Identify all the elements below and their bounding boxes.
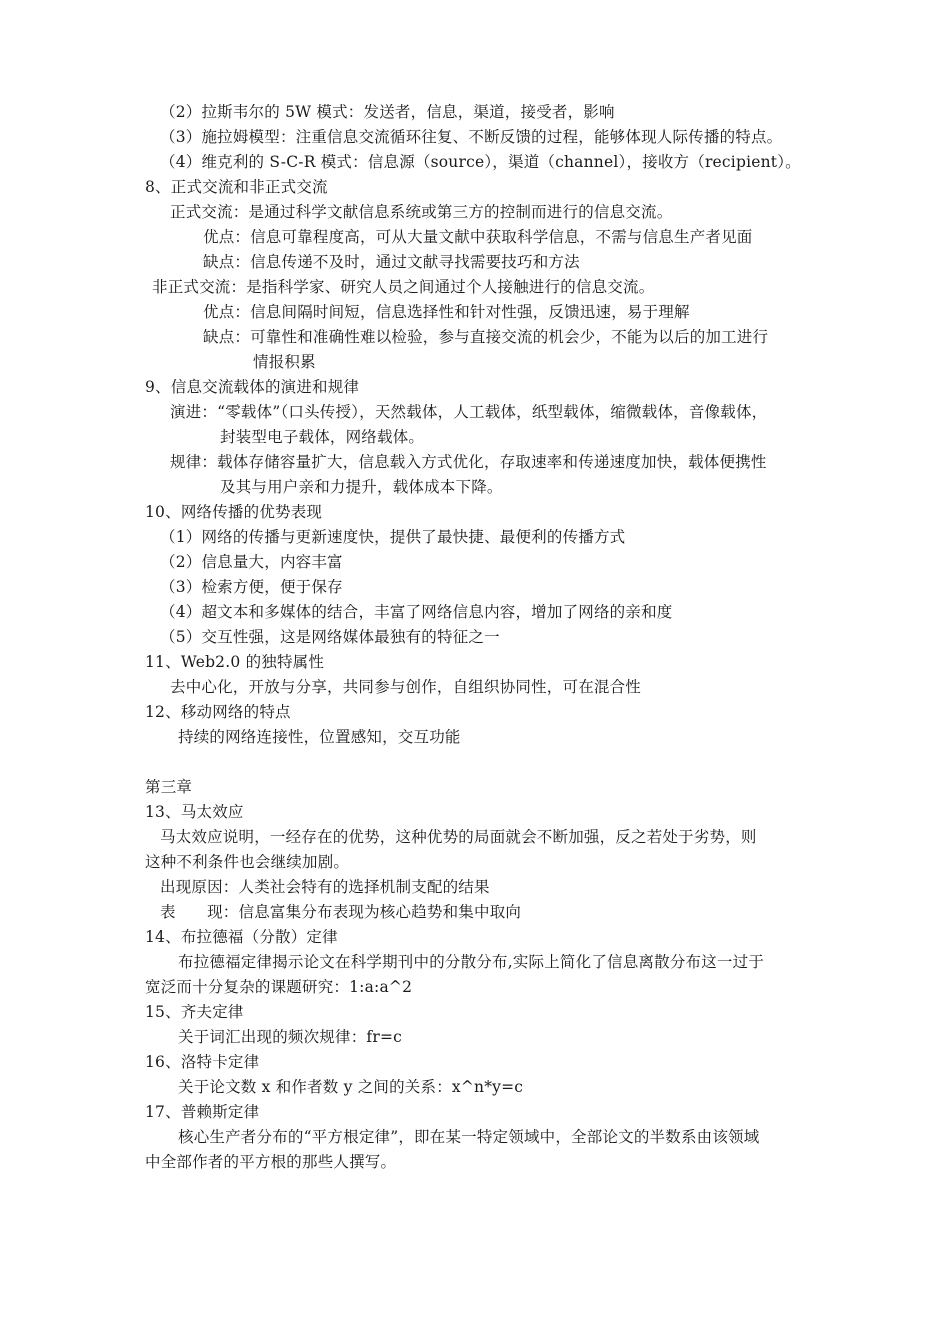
informal-pros: 优点：信息间隔时间短，信息选择性和针对性强，反馈迅速，易于理解 xyxy=(203,303,690,321)
formal-definition: 正式交流：是通过科学文献信息系统或第三方的控制而进行的信息交流。 xyxy=(170,203,673,221)
item12-body: 持续的网络连接性，位置感知，交互功能 xyxy=(178,728,461,746)
evolution-line: 演进：“零载体”（口头传授），天然载体，人工载体，纸型载体，缩微载体，音像载体， xyxy=(170,403,768,421)
list-item: （3）检索方便，便于保存 xyxy=(160,578,343,596)
item9-heading: 9、信息交流载体的演进和规律 xyxy=(145,378,360,396)
item13-body: 马太效应说明，一经存在的优势，这种优势的局面就会不断加强，反之若处于劣势，则 xyxy=(160,828,757,846)
item12-heading: 12、移动网络的特点 xyxy=(145,703,291,721)
item13-body-continued: 这种不利条件也会继续加剧。 xyxy=(145,853,350,871)
list-item: （5）交互性强，这是网络媒体最独有的特征之一 xyxy=(160,628,500,646)
chapter-title: 第三章 xyxy=(145,778,193,796)
item10-heading: 10、网络传播的优势表现 xyxy=(145,503,323,521)
item14-body-continued: 宽泛而十分复杂的课题研究：1:a:a^2 xyxy=(145,978,413,996)
model-schramm-line: （3）施拉姆模型：注重信息交流循环往复、不断反馈的过程，能够体现人际传播的特点。 xyxy=(160,128,783,146)
informal-cons: 缺点：可靠性和准确性难以检验，参与直接交流的机会少，不能为以后的加工进行 xyxy=(203,328,769,346)
list-item: （2）信息量大，内容丰富 xyxy=(160,553,343,571)
rule-continued: 及其与用户亲和力提升，载体成本下降。 xyxy=(220,478,503,496)
item17-body: 核心生产者分布的“平方根定律”，即在某一特定领域中，全部论文的半数系由该领域 xyxy=(178,1128,760,1146)
item16-body: 关于论文数 x 和作者数 y 之间的关系：x^n*y=c xyxy=(178,1078,524,1096)
item16-heading: 16、洛特卡定律 xyxy=(145,1053,260,1071)
item15-heading: 15、齐夫定律 xyxy=(145,1003,244,1021)
rule-line: 规律：载体存储容量扩大，信息载入方式优化，存取速率和传递速度加快，载体便携性 xyxy=(170,453,767,471)
list-item: （1）网络的传播与更新速度快，提供了最快捷、最便利的传播方式 xyxy=(160,528,626,546)
item14-body: 布拉德福定律揭示论文在科学期刊中的分散分布,实际上简化了信息离散分布这一过于 xyxy=(178,953,765,971)
model-scr-line: （4）维克利的 S-C-R 模式：信息源（source），渠道（channel），接收方（recipient）。 xyxy=(160,153,801,171)
item8-heading: 8、正式交流和非正式交流 xyxy=(145,178,328,196)
item17-heading: 17、普赖斯定律 xyxy=(145,1103,260,1121)
formal-cons: 缺点：信息传递不及时，通过文献寻找需要技巧和方法 xyxy=(203,253,580,271)
informal-definition: 非正式交流：是指科学家、研究人员之间通过个人接触进行的信息交流。 xyxy=(152,278,655,296)
formal-pros: 优点：信息可靠程度高，可从大量文献中获取科学信息，不需与信息生产者见面 xyxy=(203,228,753,246)
item13-manifestation: 表 现：信息富集分布表现为核心趋势和集中取向 xyxy=(160,903,522,921)
item15-body: 关于词汇出现的频次规律：fr=c xyxy=(178,1028,403,1046)
item14-heading: 14、布拉德福（分散）定律 xyxy=(145,928,338,946)
item11-body: 去中心化，开放与分享，共同参与创作，自组织协同性，可在混合性 xyxy=(170,678,642,696)
model-5w-line: （2）拉斯韦尔的 5W 模式：发送者，信息，渠道，接受者，影响 xyxy=(160,103,615,121)
item13-cause: 出现原因：人类社会特有的选择机制支配的结果 xyxy=(160,878,490,896)
item13-heading: 13、马太效应 xyxy=(145,803,244,821)
informal-cons-continued: 情报积累 xyxy=(253,353,316,371)
evolution-continued: 封装型电子载体，网络载体。 xyxy=(220,428,425,446)
item17-body-continued: 中全部作者的平方根的那些人撰写。 xyxy=(145,1153,397,1171)
item11-heading: 11、Web2.0 的独特属性 xyxy=(145,653,325,671)
list-item: （4）超文本和多媒体的结合，丰富了网络信息内容，增加了网络的亲和度 xyxy=(160,603,673,621)
